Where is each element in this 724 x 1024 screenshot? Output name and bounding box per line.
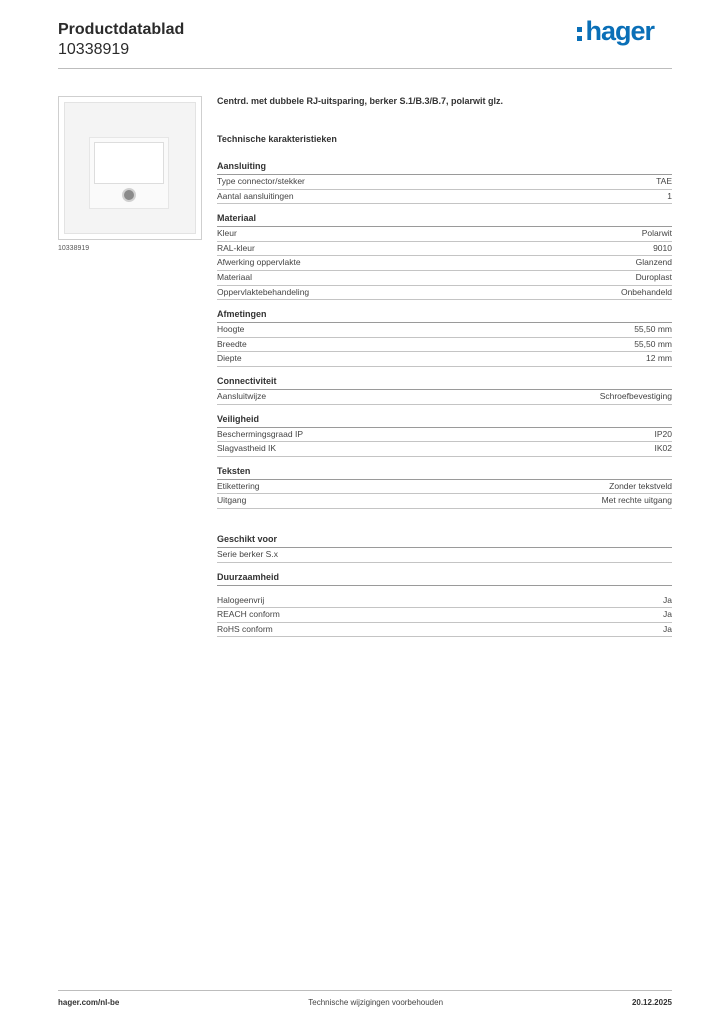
spec-row xyxy=(217,175,672,190)
section-title: Connectiviteit xyxy=(217,376,672,390)
logo-text: hager xyxy=(585,16,654,46)
spec-value: IK02 xyxy=(654,443,672,454)
section-title: Aansluiting xyxy=(217,161,672,175)
spec-row xyxy=(217,594,672,609)
logo-dots-icon xyxy=(577,27,582,41)
spec-value: Glanzend xyxy=(635,257,672,268)
product-description: Centrd. met dubbele RJ-uitsparing, berker S.1/B.3/B.7, polarwit glz. xyxy=(217,96,504,106)
tech-heading: Technische karakteristieken xyxy=(217,134,337,144)
spec-value: Duroplast xyxy=(635,271,672,282)
spec-label: Materiaal xyxy=(217,271,252,282)
spec-value: 9010 xyxy=(653,242,672,253)
spec-section xyxy=(217,161,672,204)
section-title: Duurzaamheid xyxy=(217,572,672,586)
spec-row xyxy=(217,480,672,495)
spec-label: Type connector/stekker xyxy=(217,176,305,186)
spec-section xyxy=(217,376,672,405)
footer-date: 20.12.2025 xyxy=(631,998,672,1007)
spec-value: Schroefbevestiging xyxy=(599,390,672,401)
spec-row xyxy=(217,338,672,353)
spec-value: Met rechte uitgang xyxy=(601,495,672,506)
section-title: Afmetingen xyxy=(217,309,672,323)
spec-label: Aantal aansluitingen xyxy=(217,190,294,201)
spec-row xyxy=(217,428,672,443)
spec-label: Hoogte xyxy=(217,324,245,335)
spec-row xyxy=(217,323,672,338)
spec-row xyxy=(217,390,672,405)
spec-label: RAL-kleur xyxy=(217,242,255,253)
spec-row xyxy=(217,548,672,563)
spec-label: Oppervlaktebehandeling xyxy=(217,286,310,297)
spec-row xyxy=(217,494,672,509)
image-caption: 10338919 xyxy=(58,245,90,252)
spec-content xyxy=(217,94,672,646)
spec-label: Beschermingsgraad IP xyxy=(217,428,303,439)
spec-value: TAE xyxy=(656,176,672,186)
spec-label: Serie berker S.x xyxy=(217,548,278,559)
spec-value: Onbehandeld xyxy=(620,286,672,297)
spec-sections xyxy=(217,161,672,509)
section-duurzaamheid xyxy=(217,572,672,638)
spec-label: Halogeenvrij xyxy=(217,594,265,605)
spec-label: REACH conform xyxy=(217,609,280,620)
spec-label: Uitgang xyxy=(217,495,247,506)
section-title: Materiaal xyxy=(217,213,672,227)
spec-row xyxy=(217,286,672,301)
spec-row xyxy=(217,271,672,286)
spec-value: Zonder tekstveld xyxy=(609,480,672,491)
spec-value: IP20 xyxy=(654,428,672,439)
cover-plate-icon xyxy=(64,102,196,234)
spec-value: Polarwit xyxy=(641,228,672,239)
hager-logo xyxy=(577,16,654,47)
screw-icon xyxy=(122,188,136,202)
spec-label: Diepte xyxy=(217,353,242,364)
spec-row xyxy=(217,352,672,367)
header-divider xyxy=(58,68,672,69)
section-geschikt xyxy=(217,534,672,563)
spec-section xyxy=(217,309,672,367)
spec-label: Aansluitwijze xyxy=(217,390,267,401)
spec-value: 55,50 mm xyxy=(634,338,672,349)
spec-label: Breedte xyxy=(217,338,247,349)
spec-row xyxy=(217,190,672,205)
page-footer xyxy=(58,998,672,1007)
spec-label: Slagvastheid IK xyxy=(217,443,277,454)
footer-website[interactable]: hager.com/nl-be xyxy=(58,998,120,1007)
spec-row xyxy=(217,623,672,638)
spec-row xyxy=(217,442,672,457)
spec-label: Afwerking oppervlakte xyxy=(217,257,301,268)
spec-value: 12 mm xyxy=(646,353,672,364)
spec-label: Kleur xyxy=(217,228,237,239)
spec-row xyxy=(217,256,672,271)
spec-section xyxy=(217,414,672,457)
spec-value: Ja xyxy=(663,594,672,605)
footer-divider xyxy=(58,990,672,991)
spec-label: RoHS conform xyxy=(217,623,273,634)
spec-value: 1 xyxy=(667,190,672,201)
spec-row xyxy=(217,227,672,242)
page-title: Productdatablad xyxy=(58,21,185,38)
spec-value: Ja xyxy=(663,609,672,620)
spec-row xyxy=(217,608,672,623)
footer-notice: Technische wijzigingen voorbehouden xyxy=(308,998,444,1007)
page-header xyxy=(58,20,184,60)
spec-section xyxy=(217,466,672,509)
spec-section xyxy=(217,213,672,300)
section-title: Veiligheid xyxy=(217,414,672,428)
spec-label: Etikettering xyxy=(217,480,260,491)
product-number: 10338919 xyxy=(58,41,130,58)
spec-value: Ja xyxy=(663,623,672,634)
section-title: Geschikt voor xyxy=(217,534,672,548)
section-title: Teksten xyxy=(217,466,672,480)
product-image xyxy=(58,96,202,240)
spec-row xyxy=(217,242,672,257)
spec-value: 55,50 mm xyxy=(634,324,672,335)
